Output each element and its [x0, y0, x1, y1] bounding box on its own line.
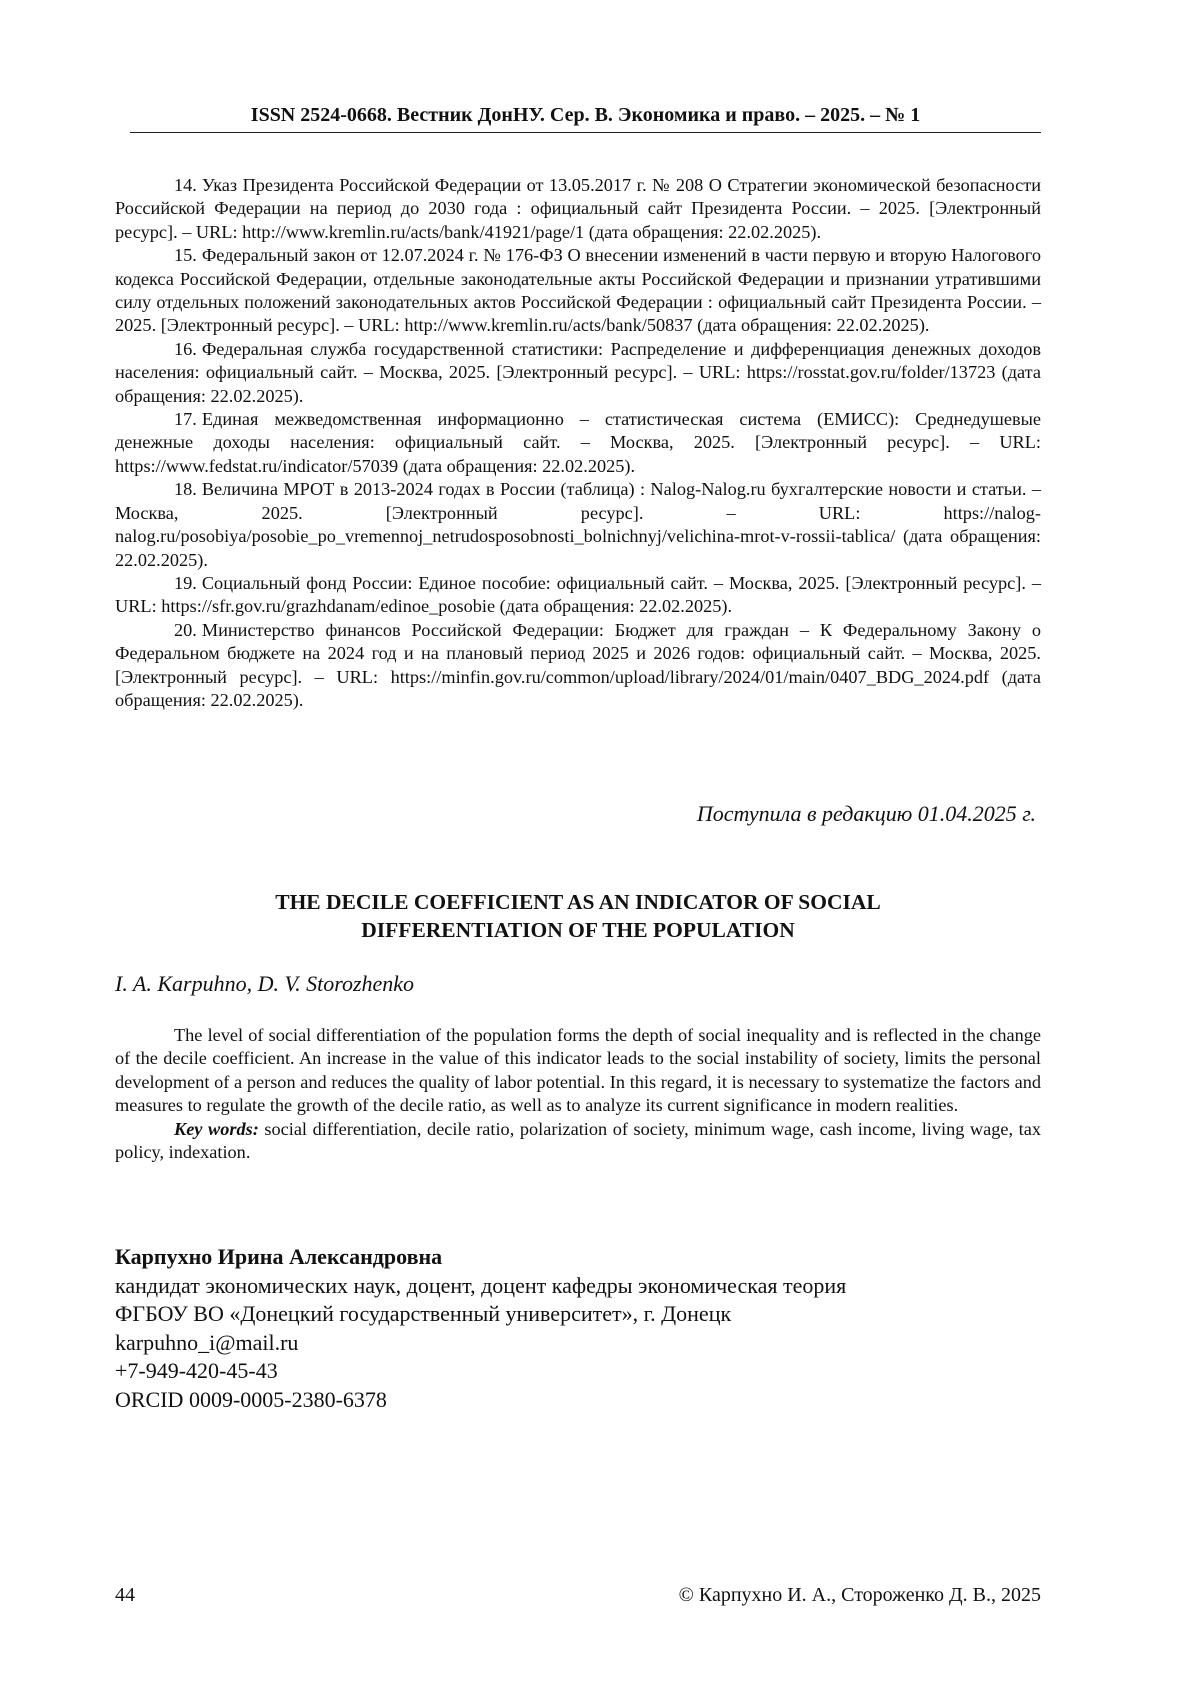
author-email: karpuhno_i@mail.ru: [115, 1329, 299, 1355]
reference-item: [115, 338, 1041, 408]
reference-text: Федеральная служба государственной статистики: Распределение и дифференциация денежных доходов населения: официальный сайт. – Москва, 2025. [Электронный ресурс]. – URL: https://rosstat.gov.ru/folder/13723 (дата обращения: 22.02.2025).: [115, 338, 1041, 406]
running-header: ISSN 2524-0668. Вестник ДонНУ. Сер. В. Экономика и право. – 2025. – № 1: [130, 102, 1041, 133]
reference-list: [115, 174, 1041, 712]
author-info-block: [115, 1243, 1041, 1414]
reference-text: Федеральный закон от 12.07.2024 г. № 176-ФЗ О внесении изменений в части первую и вторую Налогового кодекса Российской Федерации, отдельные законодательные акты Российской Федерации и признании утратившими силу отдельных положений законодательных актов Российской Федерации : официальный сайт Президента России. – 2025. [Электронный ресурс]. – URL: http://www.kremlin.ru/acts/bank/50837 (дата обращения: 22.02.2025).: [115, 245, 1041, 336]
reference-item: [115, 408, 1041, 478]
reference-text: Социальный фонд России: Единое пособие: официальный сайт. – Москва, 2025. [Электронный ресурс]. – URL: https://sfr.gov.ru/grazhdanam/edinoe_posobie (дата обращения: 22.02.2025).: [115, 572, 1041, 617]
reference-item: [115, 478, 1041, 572]
page-number: 44: [115, 1584, 135, 1606]
reference-number: 15.: [174, 245, 197, 266]
reference-number: 19.: [174, 572, 197, 593]
author-name: Карпухно Ирина Александровна: [115, 1244, 443, 1269]
article-title-line: THE DECILE COEFFICIENT AS AN INDICATOR OF SOCIAL: [275, 890, 881, 914]
keywords-label: Key words:: [174, 1118, 259, 1139]
reference-number: 16.: [174, 338, 197, 359]
article-title: [115, 888, 1041, 944]
reference-number: 17.: [174, 409, 197, 430]
abstract-section: [115, 1024, 1041, 1164]
reference-item: [115, 572, 1041, 619]
reference-text: Единая межведомственная информационно – статистическая система (ЕМИСС): Среднедушевые денежные доходы населения: официальный сайт. – Москва, 2025. [Электронный ресурс]. – URL: https://www.fedstat.ru/indicator/57039 (дата обращения: 22.02.2025).: [115, 409, 1041, 476]
reference-item: [115, 619, 1041, 713]
reference-number: 14.: [174, 175, 197, 195]
reference-number: 18.: [174, 479, 197, 500]
author-orcid: ORCID 0009-0005-2380-6378: [115, 1386, 387, 1412]
reference-number: 20.: [174, 619, 197, 640]
reference-item: [115, 244, 1041, 338]
author-phone: +7-949-420-45-43: [115, 1358, 278, 1383]
reference-text: Величина МРОТ в 2013-2024 годах в России (таблица) : Nalog-Nalog.ru бухгалтерские новости и статьи. – Москва, 2025. [Электронный ресурс]. – URL: https://nalog-nalog.ru/posobiya/posobie_po_vremennoj_netrudosposobnosti_bolnichnyj/velichina-mrot-v-rossii-tablica/ (дата обращения: 22.02.2025).: [115, 479, 1041, 570]
reference-text: Министерство финансов Российской Федерации: Бюджет для граждан – К Федеральному Закону о Федеральном бюджете на 2024 год и на плановый период 2025 и 2026 годов: официальный сайт. – Москва, 2025. [Электронный ресурс]. – URL: https://minfin.gov.ru/common/upload/library/2024/01/main/0407_BDG_2024.pdf (дата обращения: 22.02.2025).: [115, 619, 1041, 710]
keywords-paragraph: [115, 1118, 1041, 1165]
author-position: кандидат экономических наук, доцент, доцент кафедры экономическая теория: [115, 1272, 847, 1298]
copyright-notice: © Карпухно И. А., Стороженко Д. В., 2025: [678, 1584, 1041, 1606]
abstract-text: The level of social differentiation of the population forms the depth of social inequality and is reflected in the change of the decile coefficient. An increase in the value of this indicator leads to the social instability of society, limits the personal development of a person and reduces the quality of labor potential. In this regard, it is necessary to systematize the factors and measures to regulate the growth of the decile ratio, as well as to analyze its current significance in modern realities.: [115, 1025, 1041, 1116]
received-date-note: Поступила в редакцию 01.04.2025 г.: [696, 801, 1036, 826]
article-title-line: DIFFERENTIATION OF THE POPULATION: [361, 918, 795, 942]
article-authors: I. A. Karpuhno, D. V. Storozhenko: [115, 971, 415, 996]
keywords-text: social differentiation, decile ratio, polarization of society, minimum wage, cash income, living wage, tax policy, indexation.: [115, 1118, 1041, 1163]
reference-item: [115, 174, 1041, 244]
reference-text: Указ Президента Российской Федерации от 13.05.2017 г. № 208 О Стратегии экономической безопасности Российской Федерации на период до 2030 года : официальный сайт Президента России. – 2025. [Электронный ресурс]. – URL: http://www.kremlin.ru/acts/bank/41921/page/1 (дата обращения: 22.02.2025).: [115, 175, 1041, 242]
author-affiliation: ФГБОУ ВО «Донецкий государственный университет», г. Донецк: [115, 1301, 732, 1326]
